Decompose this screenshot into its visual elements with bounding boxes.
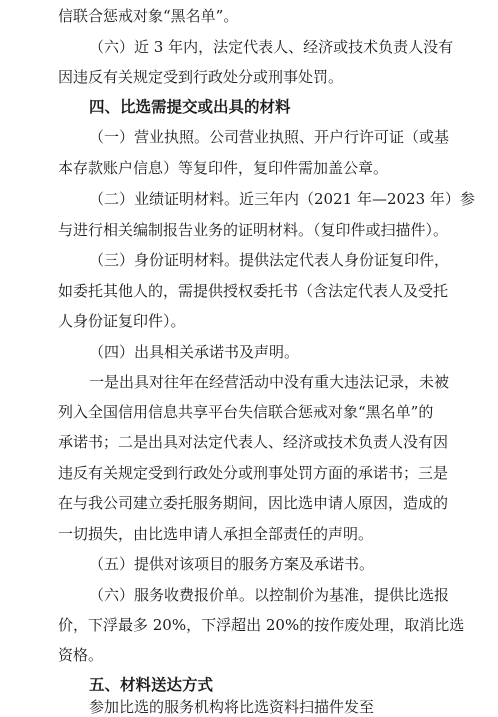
text-line: 本存款账户信息）等复印件，复印件需加盖公章。	[58, 159, 389, 177]
text-line: 列入全国信用信息共享平台失信联合惩戒对象“黑名单”的	[58, 403, 434, 421]
section-heading: 五、材料送达方式	[89, 676, 214, 694]
text-line: 一是出具对往年在经营活动中没有重大违法记录，未被	[89, 373, 450, 391]
text-line: 如委托其他人的，需提供授权委托书（含法定代表人及受托	[58, 282, 449, 300]
text-line: （二）业绩证明材料。近三年内（2021 年—2023 年）参	[89, 190, 475, 208]
text-line: （六）近 3 年内，法定代表人、经济或技术负责人没有	[89, 38, 454, 56]
text-line: （四）出具相关承诺书及声明。	[89, 343, 300, 361]
text-line: （六）服务收费报价单。以控制价为基准，提供比选报	[89, 586, 450, 604]
section-heading: 四、比选需提交或出具的材料	[89, 98, 291, 116]
text-line: 价，下浮最多 20%，下浮超出 20%的按作废处理，取消比选	[58, 616, 465, 634]
text-line: 一切损失，由比选申请人承担全部责任的声明。	[58, 525, 374, 543]
text-line: （一）营业执照。公司营业执照、开户行许可证（或基	[89, 128, 450, 146]
text-line: 违反有关规定受到行政处分或刑事处罚方面的承诺书；三是	[58, 464, 449, 482]
text-line: 承诺书；二是出具对法定代表人、经济或技术负责人没有因	[58, 433, 449, 451]
text-line: （三）身份证明材料。提供法定代表人身份证复印件，	[89, 251, 450, 269]
text-line: 因违反有关规定受到行政处分或刑事处罚。	[58, 68, 344, 86]
text-line: 信联合惩戒对象“黑名单”。	[58, 7, 239, 25]
text-line: 资格。	[58, 646, 104, 664]
text-line: 在与我公司建立委托服务期间，因比选申请人原因，造成的	[58, 494, 449, 512]
text-line: 人身份证复印件）。	[58, 312, 186, 330]
text-line: 参加比选的服务机构将比选资料扫描件发至	[89, 698, 375, 716]
text-line: 与进行相关编制报告业务的证明材料。（复印件或扫描件）。	[58, 221, 449, 239]
text-line: （五）提供对该项目的服务方案及承诺书。	[89, 555, 375, 573]
